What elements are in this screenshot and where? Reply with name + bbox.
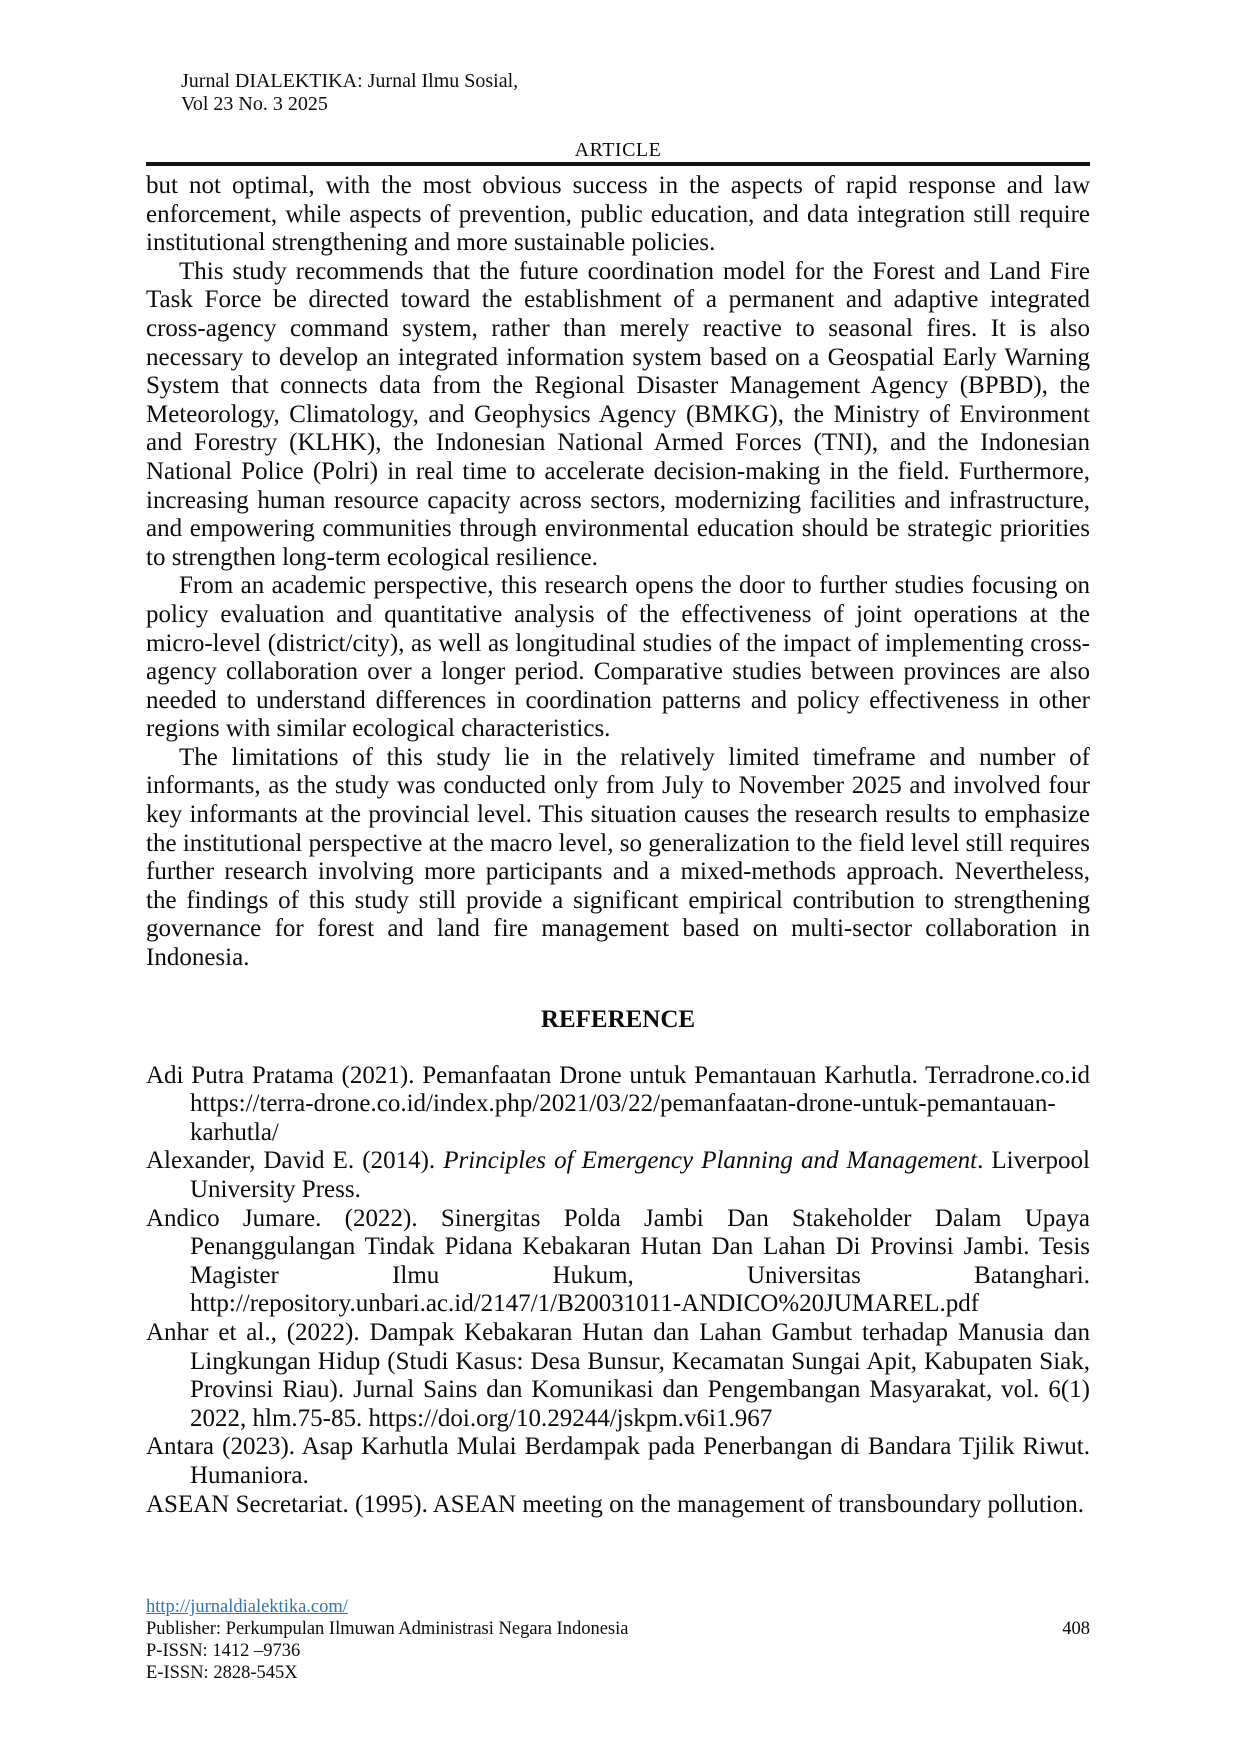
body-paragraph: This study recommends that the future coordination model for the Forest and Land Fire Task Force be directed toward the establishment of a permanent and adaptive integrated cross-agency command system, rather than merely reactive to seasonal fires. It is also necessary to develop an integrated information system based on a Geospatial Early Warning System that connects data from the Regional Disaster Management Agency (BPBD), the Meteorology, Climatology, and Geophysics Agency (BMKG), the Ministry of Environment and Forestry (KLHK), the Indonesian National Armed Forces (TNI), and the Indonesian National Police (Polri) in real time to accelerate decision-making in the field. Furthermore, increasing human resource capacity across sectors, modernizing facilities and infrastructure, and empowering communities through environmental education should be strategic priorities to strengthen long-term ecological resilience. (146, 257, 1090, 571)
reference-text: Antara (2023). Asap Karhutla Mulai Berdampak pada Penerbangan di Bandara Tjilik Riwut. Humaniora. (146, 1433, 1090, 1489)
reference-heading: REFERENCE (540, 1005, 696, 1033)
reference-entry (146, 1062, 1090, 1148)
reference-text-italic: Principles of Emergency Planning and Management (443, 1147, 978, 1175)
page-footer (146, 1596, 1090, 1684)
article-body (146, 172, 1090, 973)
body-paragraph: The limitations of this study lie in the relatively limited timeframe and number of informants, as the study was conducted only from July to November 2025 and involved four key informants at the provincial level. This situation causes the research results to emphasize the institutional perspective at the macro level, so generalization to the field level still requires further research involving more participants and a mixed-methods approach. Nevertheless, the findings of this study still provide a significant empirical contribution to strengthening governance for forest and land fire management based on multi-sector collaboration in Indonesia. (146, 743, 1090, 972)
journal-url-link[interactable]: http://jurnaldialektika.com/ (146, 1597, 348, 1617)
reference-entry (146, 1205, 1090, 1319)
reference-entry (146, 1319, 1090, 1433)
p-issn-line: P-ISSN: 1412 –9736 (146, 1641, 301, 1661)
reference-entry (146, 1147, 1090, 1204)
journal-volume: Vol 23 No. 3 2025 (181, 93, 328, 115)
reference-text: Alexander, David E. (2014). (146, 1147, 444, 1175)
reference-entry (146, 1433, 1090, 1490)
article-section-label: ARTICLE (574, 139, 662, 161)
reference-list (146, 1062, 1090, 1520)
article-content (146, 139, 1090, 1519)
reference-text: Anhar et al., (2022). Dampak Kebakaran Hutan dan Lahan Gambut terhadap Manusia dan Lingkungan Hidup (Studi Kasus: Desa Bunsur, Kecamatan Sungai Apit, Kabupaten Siak, Provinsi Riau). Jurnal Sains dan Komunikasi dan Pengembangan Masyarakat, vol. 6(1) 2022, hlm.75-85. https://doi.org/10.29244/jskpm.v6i1.967 (146, 1318, 1090, 1432)
reference-entry (146, 1491, 1090, 1520)
reference-text: Andico Jumare. (2022). Sinergitas Polda Jambi Dan Stakeholder Dalam Upaya Penanggulangan Tindak Pidana Kebakaran Hutan Dan Lahan Di Provinsi Jambi. Tesis Magister Ilmu Hukum, Universitas Batanghari. http://repository.unbari.ac.id/2147/1/B20031011-ANDICO%20JUMAREL.pdf (146, 1204, 1090, 1318)
body-paragraph: From an academic perspective, this research opens the door to further studies focusing on policy evaluation and quantitative analysis of the effectiveness of joint operations at the micro-level (district/city), as well as longitudinal studies of the impact of implementing cross-agency collaboration over a longer period. Comparative studies between provinces are also needed to understand differences in coordination patterns and policy effectiveness in other regions with similar ecological characteristics. (146, 572, 1090, 743)
publisher-line: Publisher: Perkumpulan Ilmuwan Administrasi Negara Indonesia (146, 1619, 629, 1639)
publisher-row (146, 1618, 1090, 1640)
e-issn-line: E-ISSN: 2828-545X (146, 1663, 298, 1683)
page-number: 408 (1062, 1619, 1090, 1639)
reference-text: . Liverpool University Press. (190, 1147, 1090, 1203)
journal-title: Jurnal DIALEKTIKA: Jurnal Ilmu Sosial, (181, 70, 519, 92)
body-paragraph: but not optimal, with the most obvious success in the aspects of rapid response and law enforcement, while aspects of prevention, public education, and data integration still require institutional strengthening and more sustainable policies. (146, 172, 1090, 257)
journal-header (181, 70, 518, 116)
header-divider (146, 162, 1090, 166)
reference-text: Adi Putra Pratama (2021). Pemanfaatan Drone untuk Pemantauan Karhutla. Terradrone.co.id https://terra-drone.co.id/index.php/2021/03/22/pemanfaatan-drone-untuk-pemantauan-karhutla/ (146, 1061, 1090, 1146)
reference-text: ASEAN Secretariat. (1995). ASEAN meeting on the management of transboundary pollution. (146, 1490, 1084, 1518)
